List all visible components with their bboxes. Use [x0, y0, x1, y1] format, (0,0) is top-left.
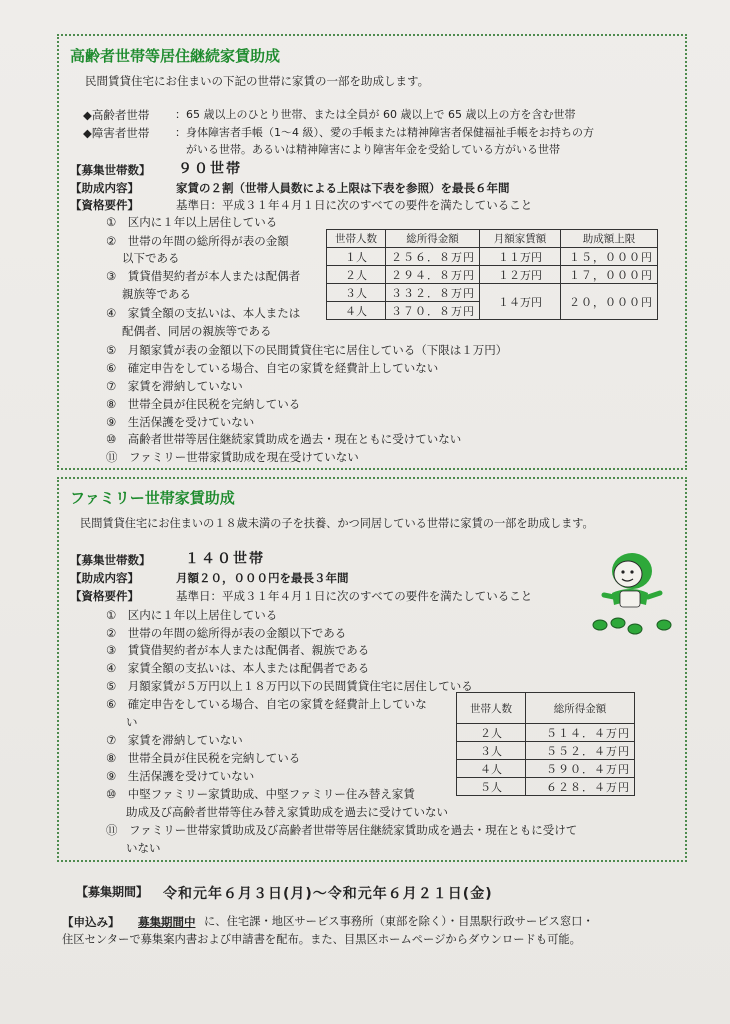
req-value: 基準日：平成３１年４月１日に次のすべての要件を満たしていること: [176, 589, 533, 603]
table-cell: ２９４．８万円: [386, 266, 480, 284]
period-value: 令和元年６月３日(月)～令和元年６月２１日(金): [163, 886, 493, 902]
apply-underlined: 募集期間中: [138, 915, 196, 929]
req-item: ⑤ 月額家賃が５万円以上１８万円以下の民間賃貸住宅に居住している: [106, 679, 473, 693]
aid-value: 家賃の２割（世帯人員数による上限は下表を参照）を最長６年間: [176, 181, 510, 195]
req-item: ⑦ 家賃を滞納していない: [106, 733, 243, 747]
table-row: [457, 760, 635, 778]
elderly-desc: ：65 歳以上のひとり世帯、または全員が 60 歳以上で 65 歳以上の方を含む世帯: [175, 108, 576, 121]
table-header: 月額家賃額: [480, 230, 561, 248]
disabled-label: ◆障害者世帯: [83, 126, 150, 140]
req-item: ② 世帯の年間の総所得が表の金額以下である: [106, 626, 347, 640]
req-item: 配偶者、同居の親族等である: [122, 324, 272, 338]
recruit-label: 【募集世帯数】: [70, 163, 151, 177]
table-cell: ５人: [457, 778, 526, 796]
table-cell: ３人: [327, 284, 386, 302]
apply-label: 【申込み】: [62, 915, 120, 929]
apply-text-2: 住区センターで募集案内書および申請書を配布。また、目黒区ホームページからダウンロードも可能。: [62, 933, 581, 946]
req-item: ④ 家賃全額の支払いは、本人または配偶者である: [106, 661, 370, 675]
req-value: 基準日：平成３１年４月１日に次のすべての要件を満たしていること: [176, 198, 533, 212]
recruit-label: 【募集世帯数】: [70, 553, 151, 567]
req-item: 助成及び高齢者世帯等住み替え家賃助成を過去に受けていない: [126, 805, 448, 819]
table-row: [457, 724, 635, 742]
table-cell: ３人: [457, 742, 526, 760]
table-cell: ２人: [457, 724, 526, 742]
table-cell: ６２８．４万円: [526, 778, 635, 796]
table-header: 総所得金額: [526, 693, 635, 724]
req-item: 親族等である: [122, 287, 191, 301]
req-item: ⑥ 確定申告をしている場合、自宅の家賃を経費計上していな: [106, 697, 427, 711]
req-item: ④ 家賃全額の支払いは、本人または: [106, 306, 301, 320]
table-cell: ３７０．８万円: [386, 302, 480, 320]
mascot-character-icon: [590, 545, 680, 635]
req-item: ⑧ 世帯全員が住民税を完納している: [106, 751, 301, 765]
section1-intro: 民間賃貸住宅にお住まいの下記の世帯に家賃の一部を助成します。: [85, 74, 430, 88]
table-row: [327, 284, 658, 302]
table-cell: ５１４．４万円: [526, 724, 635, 742]
table-header: 世帯人数: [457, 693, 526, 724]
req-item: ⑪ ファミリー世帯家賃助成及び高齢者世帯等居住継続家賃助成を過去・現在ともに受けて: [106, 823, 578, 837]
req-item: ⑩ 中堅ファミリー家賃助成、中堅ファミリー住み替え家賃: [106, 787, 415, 801]
req-item: ② 世帯の年間の総所得が表の金額: [106, 234, 289, 248]
table-row: [327, 248, 658, 266]
req-item: 以下である: [122, 251, 180, 265]
table-cell: ４人: [457, 760, 526, 778]
table-cell: ３３２．８万円: [386, 284, 480, 302]
req-item: ⑩ 高齢者世帯等居住継続家賃助成を過去・現在ともに受けていない: [106, 432, 462, 446]
table-header: 総所得金額: [386, 230, 480, 248]
table-row: [457, 742, 635, 760]
table-cell: ２人: [327, 266, 386, 284]
req-item: ⑪ ファミリー世帯家賃助成を現在受けていない: [106, 450, 359, 464]
aid-value: 月額２０，０００円を最長３年間: [176, 571, 349, 585]
table-cell: １７，０００円: [561, 266, 658, 284]
table-cell: ４人: [327, 302, 386, 320]
disabled-desc-2: がいる世帯。あるいは精神障害により障害年金を受給している方がいる世帯: [186, 143, 560, 156]
table-row: [327, 266, 658, 284]
req-item: ⑦ 家賃を滞納していない: [106, 379, 243, 393]
table-cell: １２万円: [480, 266, 561, 284]
table-cell: ２０，０００円: [561, 284, 658, 320]
table-cell: ５５２．４万円: [526, 742, 635, 760]
table-cell: １４万円: [480, 284, 561, 320]
section2-title: ファミリー世帯家賃助成: [70, 489, 235, 507]
section1-title: 高齢者世帯等居住継続家賃助成: [70, 47, 281, 65]
disabled-desc-1: ：身体障害者手帳（1～4 級）、愛の手帳または精神障害者保健福祉手帳をお持ちの方: [175, 126, 594, 139]
table-cell: ５９０．４万円: [526, 760, 635, 778]
req-label: 【資格要件】: [70, 198, 139, 212]
req-item: ⑥ 確定申告をしている場合、自宅の家賃を経費計上していない: [106, 361, 439, 375]
req-item: ⑨ 生活保護を受けていない: [106, 769, 255, 783]
table-cell: １５，０００円: [561, 248, 658, 266]
aid-label: 【助成内容】: [70, 181, 139, 195]
table-cell: １１万円: [480, 248, 561, 266]
req-item: ⑧ 世帯全員が住民税を完納している: [106, 397, 301, 411]
elderly-label: ◆高齢者世帯: [83, 108, 150, 122]
table-cell: ２５６．８万円: [386, 248, 480, 266]
recruit-value: １４０世帯: [185, 551, 265, 567]
req-item: ③ 賃貸借契約者が本人または配偶者、親族である: [106, 643, 370, 657]
apply-text-1: に、住宅課・地区サービス事務所（東部を除く）・目黒駅行政サービス窓口・: [204, 915, 594, 928]
period-label: 【募集期間】: [76, 885, 149, 899]
table-header: 助成額上限: [561, 230, 658, 248]
req-item: いない: [126, 841, 161, 855]
req-item: ⑤ 月額家賃が表の金額以下の民間賃貸住宅に居住している（下限は１万円）: [106, 343, 508, 357]
recruit-value: ９０世帯: [178, 161, 242, 177]
table-row: [457, 778, 635, 796]
req-label: 【資格要件】: [70, 589, 139, 603]
req-item: ① 区内に１年以上居住している: [106, 608, 278, 622]
req-item: ① 区内に１年以上居住している: [106, 215, 278, 229]
section2-intro: 民間賃貸住宅にお住まいの１８歳未満の子を扶養、かつ同居している世帯に家賃の一部を助成します。: [80, 517, 594, 530]
req-item: ③ 賃貸借契約者が本人または配偶者: [106, 269, 301, 283]
income-limit-table-2: [456, 692, 635, 796]
table-header: 世帯人数: [327, 230, 386, 248]
aid-label: 【助成内容】: [70, 571, 139, 585]
req-item: い: [126, 715, 138, 729]
req-item: ⑨ 生活保護を受けていない: [106, 415, 255, 429]
income-limit-table-1: [326, 229, 658, 320]
table-cell: １人: [327, 248, 386, 266]
